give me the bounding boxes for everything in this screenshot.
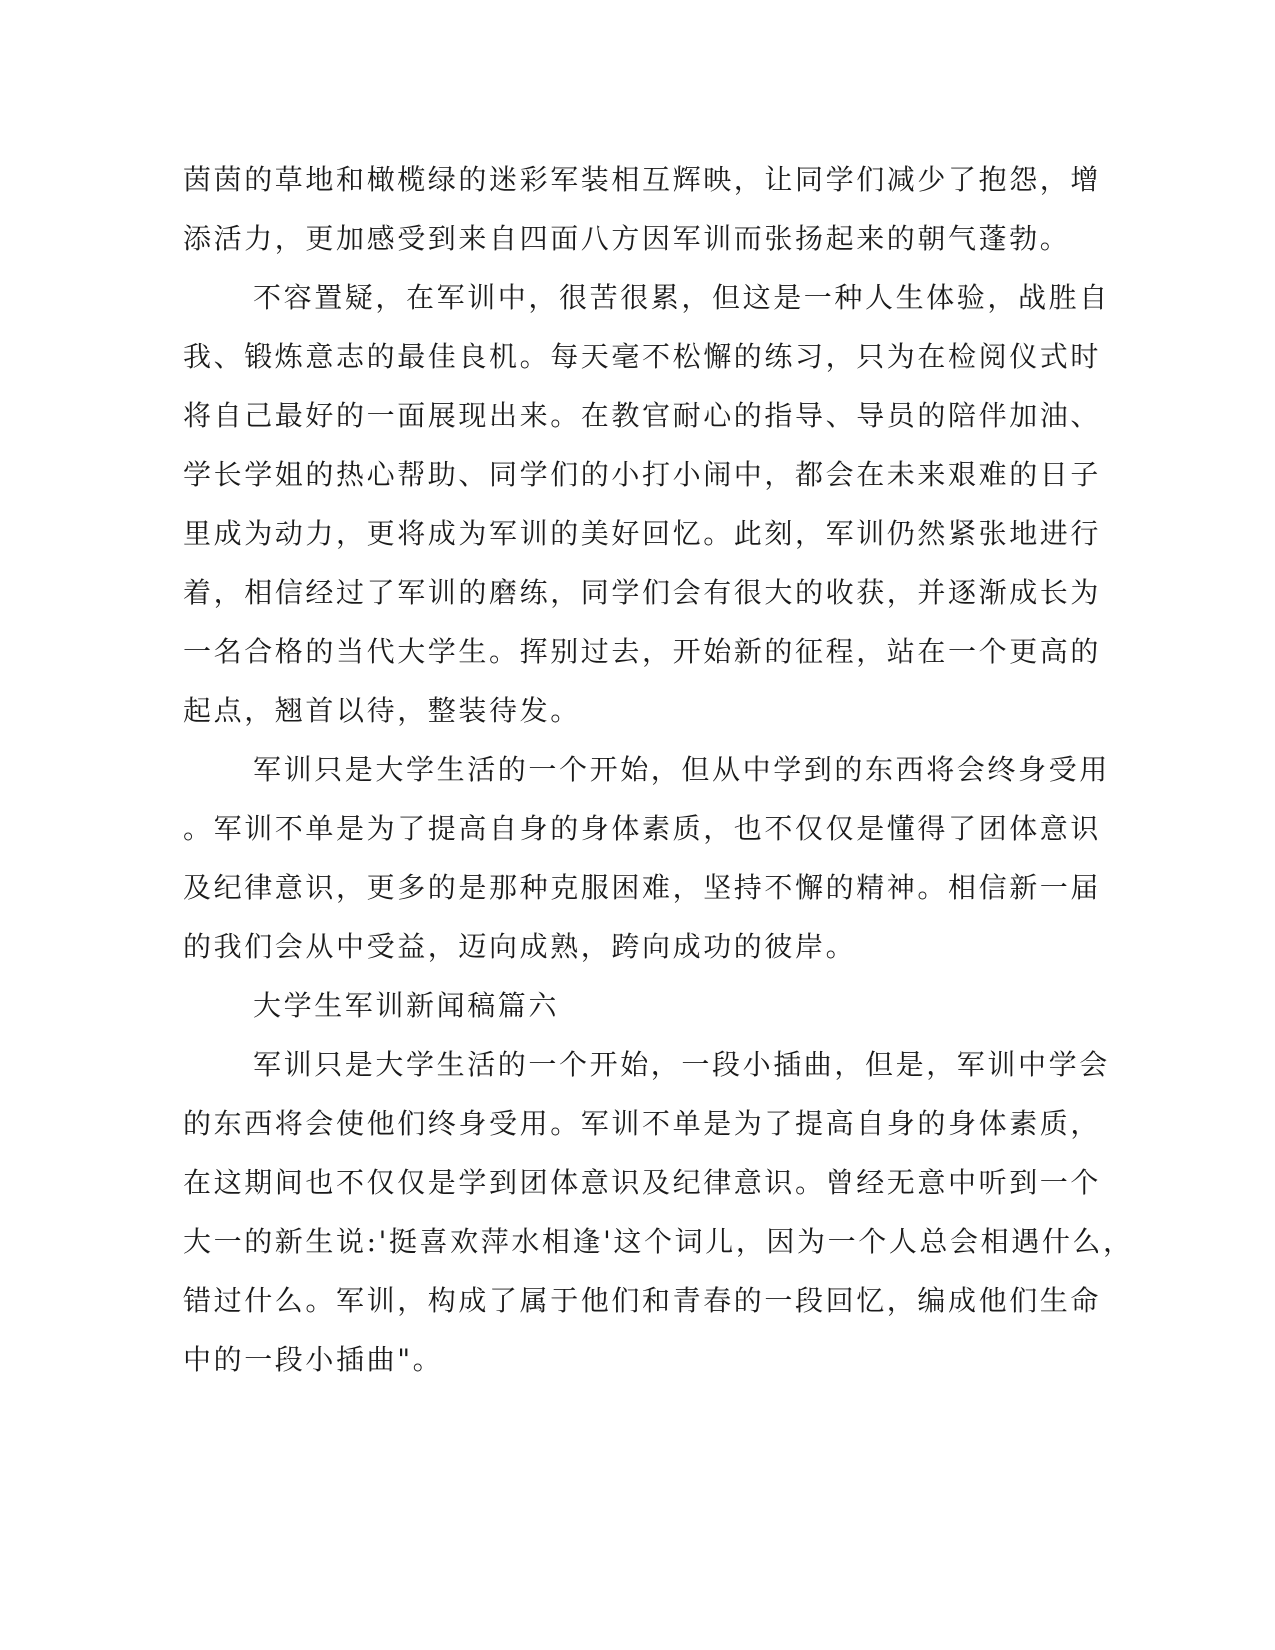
text-line: 将自己最好的一面展现出来。在教官耐心的指导、导员的陪伴加油、 <box>183 399 1102 432</box>
text-line: 茵茵的草地和橄榄绿的迷彩军装相互辉映，让同学们减少了抱怨，增 <box>183 163 1102 196</box>
text-line: 不容置疑，在军训中，很苦很累，但这是一种人生体验，战胜自 <box>253 281 1110 314</box>
text-line: 在这期间也不仅仅是学到团体意识及纪律意识。曾经无意中听到一个 <box>183 1166 1102 1199</box>
text-line: 着，相信经过了军训的磨练，同学们会有很大的收获，并逐渐成长为 <box>183 576 1102 609</box>
text-line: 错过什么。军训，构成了属于他们和青春的一段回忆，编成他们生命 <box>183 1284 1102 1317</box>
text-line: 学长学姐的热心帮助、同学们的小打小闹中，都会在未来艰难的日子 <box>183 458 1102 491</box>
text-line: 及纪律意识，更多的是那种克服困难，坚持不懈的精神。相信新一届 <box>183 871 1102 904</box>
text-line: 。军训不单是为了提高自身的身体素质，也不仅仅是懂得了团体意识 <box>183 812 1102 845</box>
text-line: 我、锻炼意志的最佳良机。每天毫不松懈的练习，只为在检阅仪式时 <box>183 340 1102 373</box>
text-line: 添活力，更加感受到来自四面八方因军训而张扬起来的朝气蓬勃。 <box>183 222 1071 255</box>
text-line: 一名合格的当代大学生。挥别过去，开始新的征程，站在一个更高的 <box>183 635 1102 668</box>
text-line: 中的一段小插曲"。 <box>183 1343 444 1376</box>
text-line: 的我们会从中受益，迈向成熟，跨向成功的彼岸。 <box>183 930 857 963</box>
section-heading: 大学生军训新闻稿篇六 <box>253 989 560 1022</box>
text-line: 起点，翘首以待，整装待发。 <box>183 694 581 727</box>
text-line: 军训只是大学生活的一个开始，但从中学到的东西将会终身受用 <box>253 753 1110 786</box>
text-line: 的东西将会使他们终身受用。军训不单是为了提高自身的身体素质， <box>183 1107 1102 1140</box>
text-line: 大一的新生说:'挺喜欢萍水相逢'这个词儿，因为一个人总会相遇什么， <box>183 1225 1134 1258</box>
text-line: 军训只是大学生活的一个开始，一段小插曲，但是，军训中学会 <box>253 1048 1110 1081</box>
text-line: 里成为动力，更将成为军训的美好回忆。此刻，军训仍然紧张地进行 <box>183 517 1102 550</box>
